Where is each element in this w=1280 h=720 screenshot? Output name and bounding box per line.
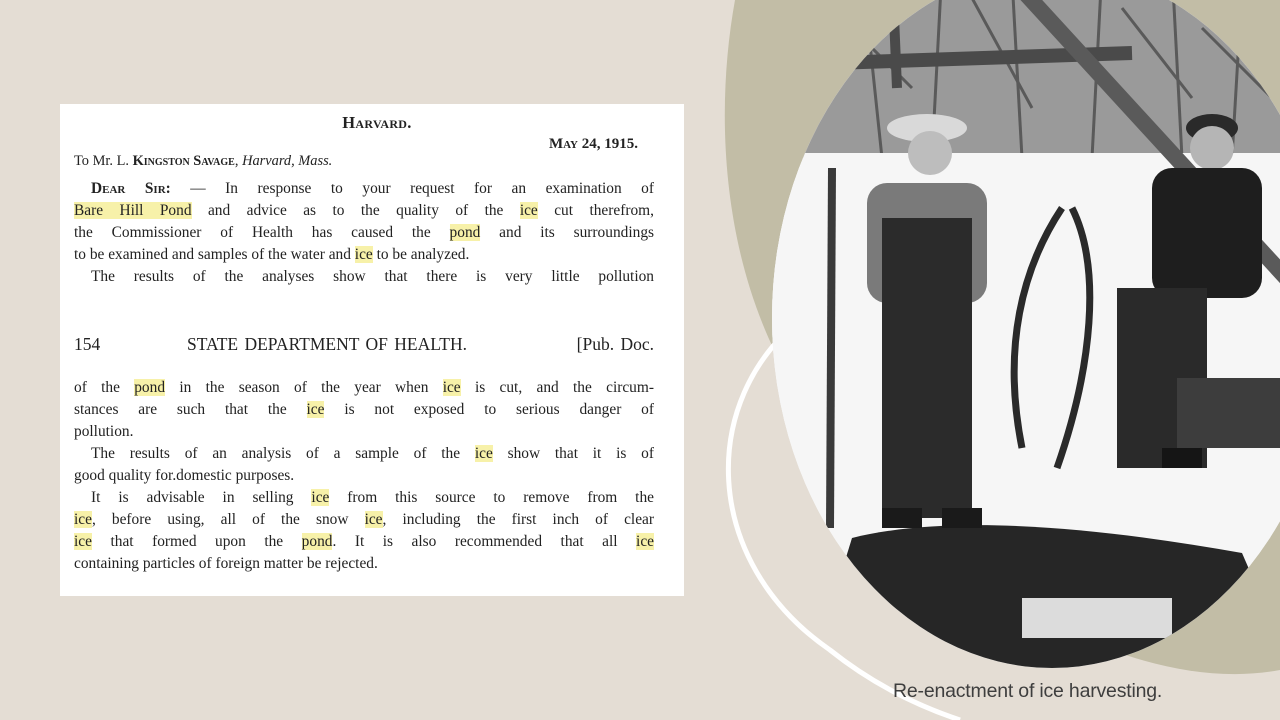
highlight: Bare Hill Pond: [74, 202, 192, 219]
highlight: ice: [306, 401, 325, 418]
doc-line: pollution.: [74, 423, 134, 440]
highlight: pond: [301, 533, 333, 550]
highlight: ice: [636, 533, 654, 550]
doc-line: Bare Hill Pond and advice as to the quality of the ice cut therefrom,: [74, 202, 654, 219]
address-name: Kingston Savage: [132, 153, 235, 169]
doc-line: stances are such that the ice is not exposed to serious danger of: [74, 401, 654, 418]
highlight: ice: [74, 511, 92, 528]
highlight: ice: [311, 489, 330, 506]
doc-date: May 24, 1915.: [548, 136, 638, 152]
highlight: ice: [474, 445, 493, 462]
highlight: ice: [442, 379, 461, 396]
page-title: STATE DEPARTMENT OF HEALTH.: [187, 334, 468, 354]
doc-line: the Commissioner of Health has caused the pond and its surroundings: [74, 224, 654, 241]
doc-line: ice, before using, all of the snow ice, including the first inch of clear: [74, 511, 654, 528]
doc-line: containing particles of foreign matter be rejected.: [74, 555, 378, 572]
address-to: To Mr. L.: [74, 153, 129, 169]
doc-line: of the pond in the season of the year when ice is cut, and the circum-: [74, 379, 654, 396]
salutation: Dear Sir:: [91, 180, 171, 197]
highlight: ice: [74, 533, 92, 550]
doc-line: The results of an analysis of a sample of the ice show that it is of: [91, 445, 654, 462]
photo-caption: Re-enactment of ice harvesting.: [893, 680, 1163, 702]
doc-header: Harvard.: [342, 113, 412, 132]
page-number: 154: [74, 334, 101, 354]
pub-doc: [Pub. Doc.: [576, 334, 654, 354]
doc-line: to be examined and samples of the water and ice to be analyzed.: [74, 246, 470, 263]
highlight: ice: [364, 511, 383, 528]
highlight: pond: [134, 379, 166, 396]
highlight: pond: [449, 224, 481, 241]
doc-line: ice that formed upon the pond. It is also recommended that all ice: [74, 533, 654, 550]
scanned-document: [60, 104, 684, 596]
page-header: [74, 334, 654, 354]
highlight: ice: [354, 246, 373, 263]
doc-line: good quality for.domestic purposes.: [74, 467, 295, 484]
doc-line: Dear Sir: — In response to your request for an examination of: [91, 180, 654, 197]
highlight: ice: [519, 202, 538, 219]
doc-address: To Mr. L. Kingston Savage, Harvard, Mass.: [74, 153, 333, 169]
doc-line: The results of the analyses show that there is very little pollution: [91, 268, 654, 285]
doc-line: It is advisable in selling ice from this source to remove from the: [91, 489, 654, 506]
address-place: Harvard, Mass.: [242, 153, 333, 169]
